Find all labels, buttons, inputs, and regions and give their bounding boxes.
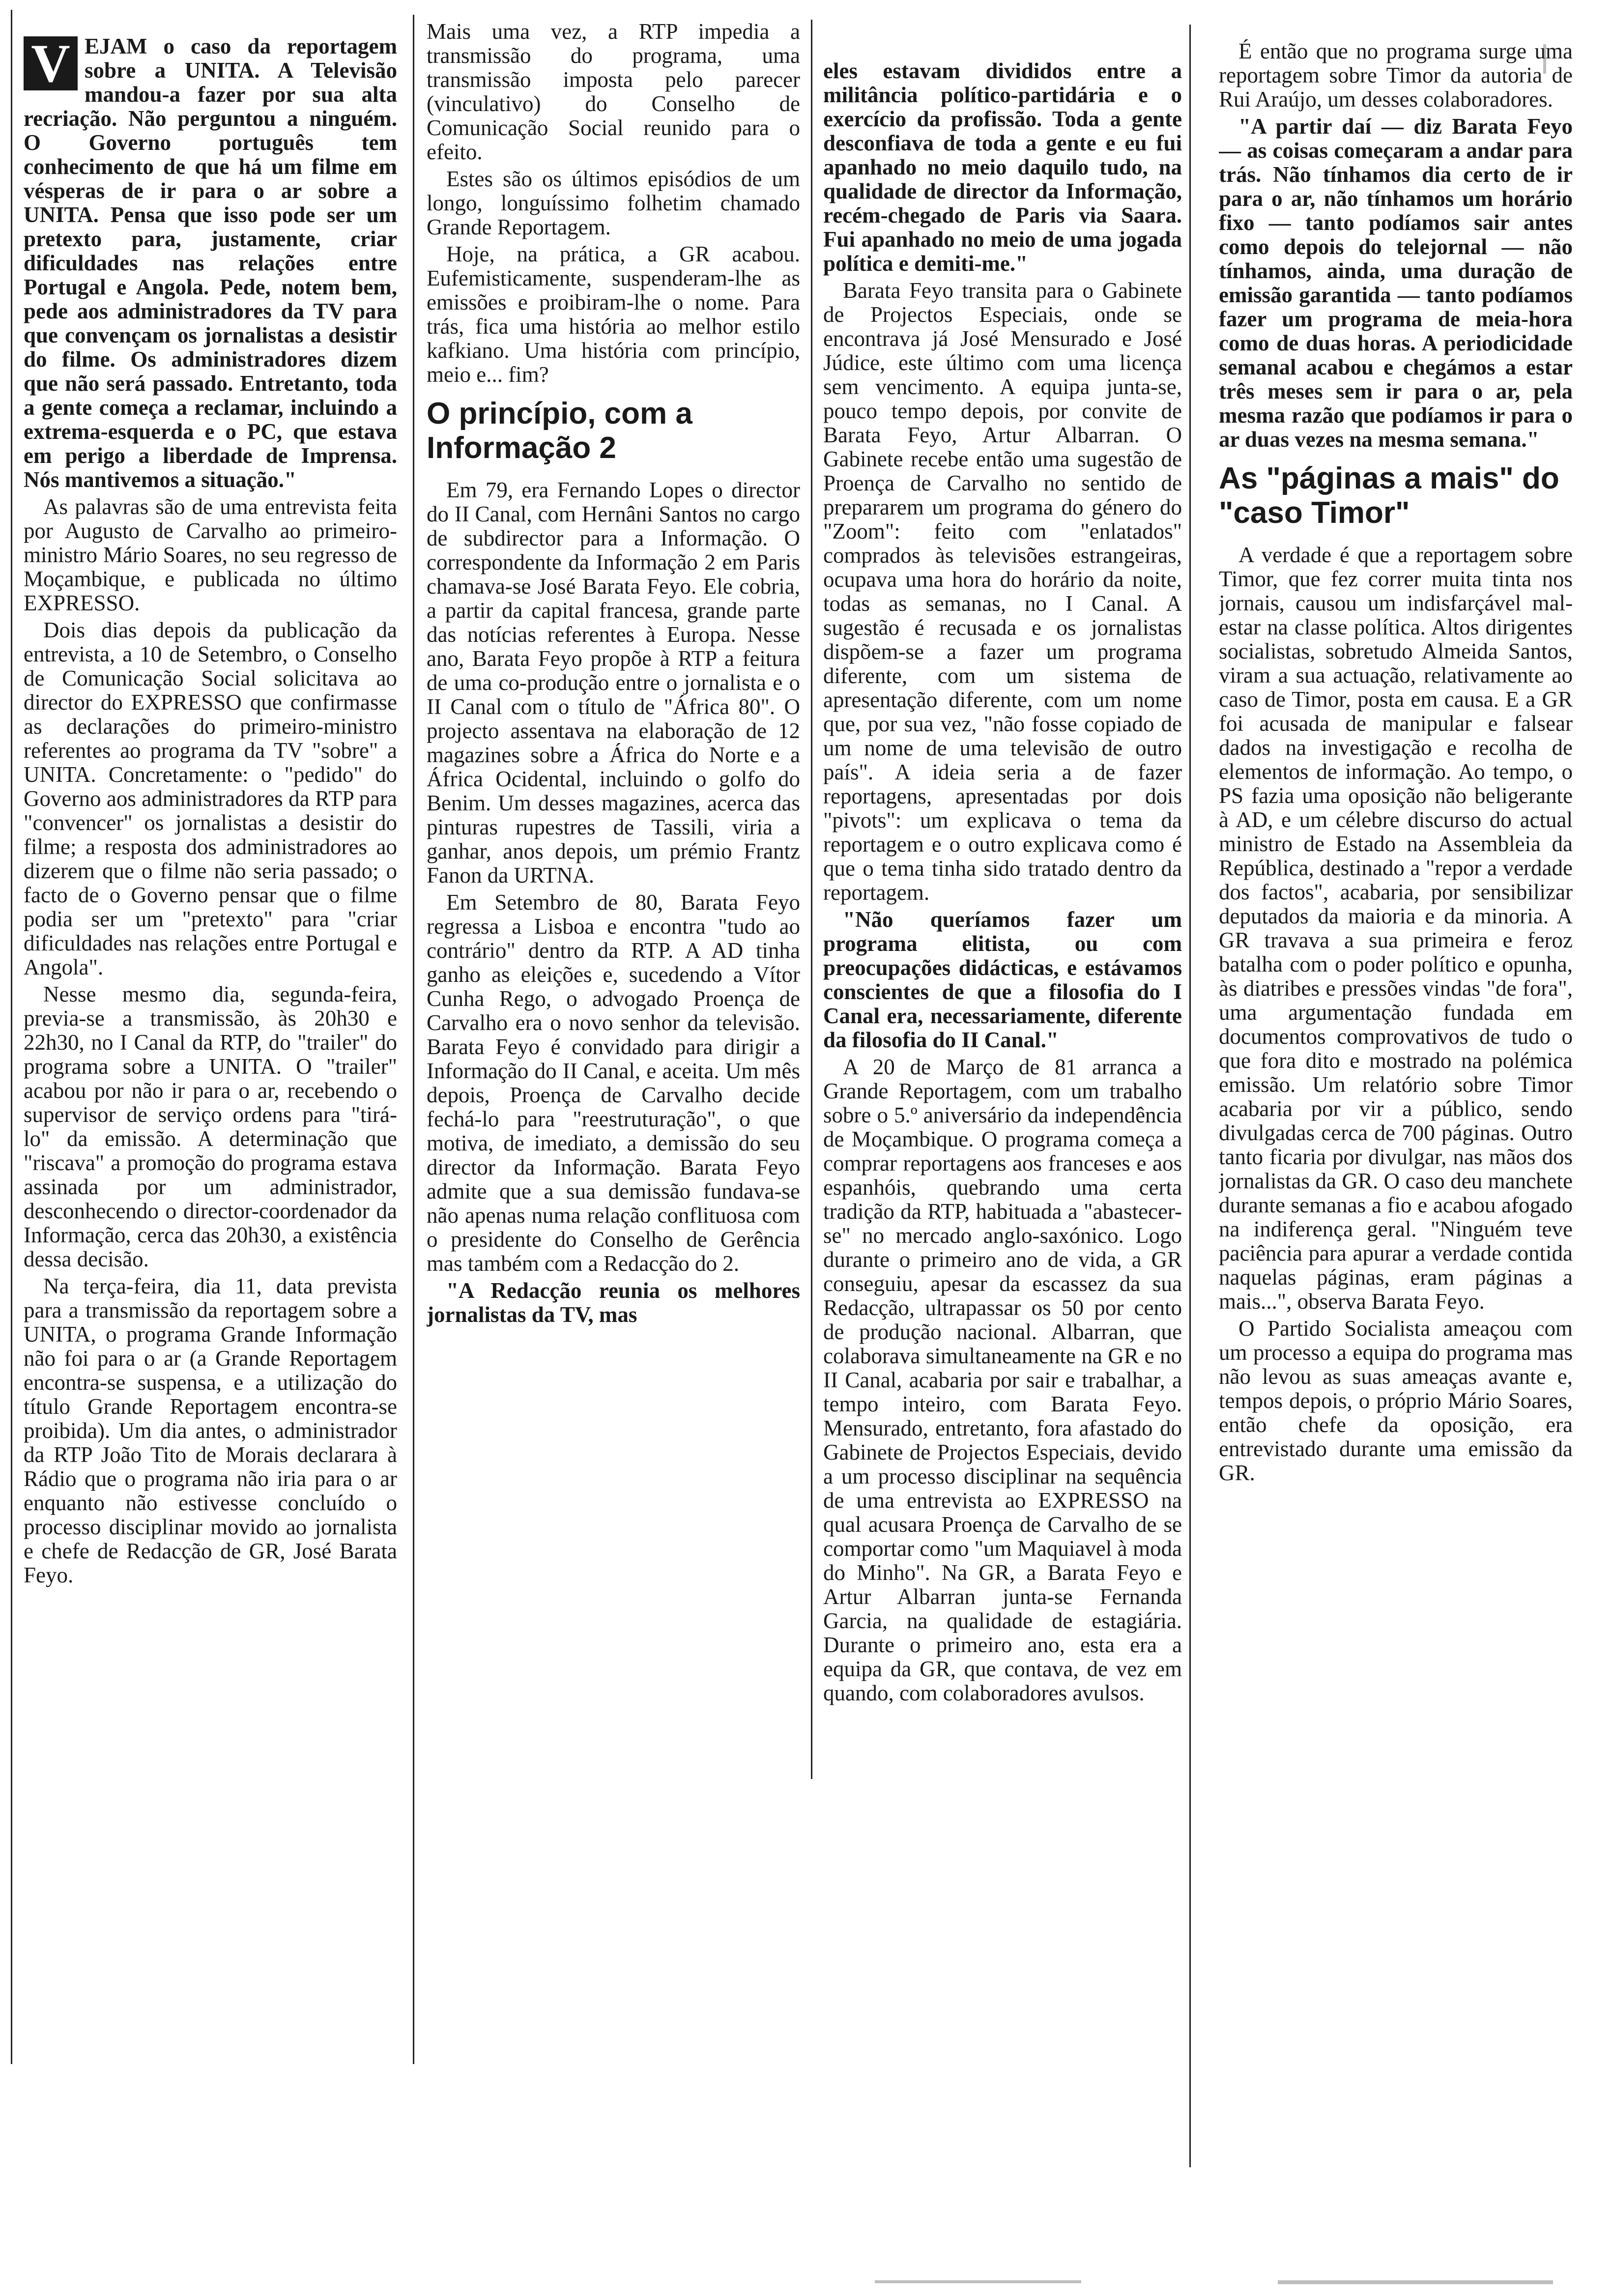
col2-paragraph-3: Hoje, na prática, a GR acabou. Eufemisticamente, suspenderam-lhe as emissões e proibiram-lhe o nome. Para trás, fica uma história ao melhor estilo kafkiano. Uma história com princípio, meio e... fim? bbox=[427, 242, 800, 387]
col2-paragraph-6: "A Redacção reunia os melhores jornalistas da TV, mas bbox=[427, 1278, 800, 1327]
col3-paragraph-2: Barata Feyo transita para o Gabinete de Projectos Especiais, onde se encontrava já José Mensurado e José Júdice, este último com uma licença sem vencimento. A equipa junta-se, pouco tempo depois, por convite de Barata Feyo, Artur Albarran. O Gabinete recebe então uma sugestão de Proença de Carvalho no sentido de prepararem um programa do género do "Zoom": feito com "enlatados" comprados às televisões estrangeiras, ocupava uma hora do horário da noite, todas as semanas, no I Canal. A sugestão é recusada e os jornalistas dispõem-se a fazer um programa diferente, com um sistema de apresentação diferente, com um nome que, por sua vez, "não fosse copiado de um nome de uma televisão de outro país". A ideia seria a de fazer reportagens, apresentadas por dois "pivots": um explicava o tema da reportagem e o outro explicava como é que o tema tinha sido tratado dentro da reportagem. bbox=[823, 278, 1182, 905]
article-column-2 bbox=[427, 20, 800, 1769]
col1-paragraph-5: Na terça-feira, dia 11, data prevista para a transmissão da reportagem sobre a UNITA, o programa Grande Informação não foi para o ar (a Grande Reportagem encontra-se suspensa, e a utilização do título Grande Reportagem encontra-se proibida). Um dia antes, o administrador da RTP João Tito de Morais declarara à Rádio que o programa não iria para o ar enquanto não estivesse concluído o processo disciplinar movido ao jornalista e chefe de Redacção de GR, José Barata Feyo. bbox=[24, 1274, 397, 1587]
col2-paragraph-1: Mais uma vez, a RTP impedia a transmissão do programa, uma transmissão imposta pelo parecer (vinculativo) do Conselho de Comunicação Social reunido para o efeito. bbox=[427, 20, 800, 164]
col4-paragraph-3: A verdade é que a reportagem sobre Timor, que fez correr muita tinta nos jornais, causou um indisfarçável mal-estar na classe política. Altos dirigentes socialistas, sobretudo Almeida Santos, viram a sua actuação, relativamente ao caso de Timor, posta em causa. E a GR foi acusada de manipular e falsear dados na investigação e recolha de elementos de informação. Ao tempo, o PS fazia uma oposição não beligerante à AD, e um célebre discurso do actual ministro de Estado na Assembleia da República, destinado a "repor a verdade dos factos", acabaria, por sensibilizar deputados da maioria e da minoria. A GR travava a sua primeira e feroz batalha com o poder político e opunha, às diatribes e pressões vindas "de fora", uma argumentação fundada em documentos comprovativos de tudo o que fora dito e mostrado na polémica emissão. Um relatório sobre Timor acabaria por vir a público, sendo divulgadas cerca de 700 páginas. Outro tanto ficaria por divulgar, nas mãos dos jornalistas da GR. O caso deu manchete durante semanas a fio e acabou afogado na indiferença geral. "Ninguém teve paciência para apurar a verdade contida naquelas páginas, eram páginas a mais...", observa Barata Feyo. bbox=[1219, 543, 1573, 1314]
scan-speck bbox=[875, 2280, 1081, 2283]
col4-paragraph-1: É então que no programa surge uma reportagem sobre Timor da autoria de Rui Araújo, um desses colaboradores. bbox=[1219, 39, 1573, 112]
section-heading-principio: O princípio, com a Informação 2 bbox=[427, 397, 692, 465]
col3-paragraph-1: eles estavam divididos entre a militância político-partidária e o exercício da profissão. Toda a gente desconfiava de toda a gente e eu fui apanhado no meio daquilo tudo, na qualidade de director da Informação, recém-chegado de Paris via Saara. Fui apanhado no meio de uma jogada política e demiti-me." bbox=[823, 59, 1182, 276]
col4-paragraph-2: "A partir daí — diz Barata Feyo — as coisas começaram a andar para trás. Não tínhamos dia certo de ir para o ar, não tínhamos um horário fixo — tanto podíamos sair antes como depois do telejornal — não tínhamos, ainda, uma duração de emissão garantida — tanto podíamos fazer um programa de meia-hora como de duas horas. A periodicidade semanal acabou e chegámos a estar três meses sem ir para o ar, pela mesma razão que podíamos ir para o ar duas vezes na mesma semana." bbox=[1219, 114, 1573, 452]
scan-speck bbox=[1543, 44, 1546, 74]
col2-paragraph-5: Em Setembro de 80, Barata Feyo regressa a Lisboa e encontra "tudo ao contrário" dentro da RTP. A AD tinha ganho as eleições e, sucedendo a Vítor Cunha Rego, o advogado Proença de Carvalho era o novo senhor da televisão. Barata Feyo é convidado para dirigir a Informação do II Canal, e aceita. Um mês depois, Proença de Carvalho decide fechá-lo para "reestruturação", o que motiva, de imediato, a demissão do seu director da Informação. Barata Feyo admite que a sua demissão fundava-se não apenas numa relação conflituosa com o presidente do Conselho de Gerência mas também com a Redacção do 2. bbox=[427, 890, 800, 1276]
scan-speck bbox=[1278, 2280, 1553, 2284]
section-heading-timor: As "páginas a mais" do "caso Timor" bbox=[1219, 461, 1559, 530]
col1-paragraph-2: As palavras são de uma entrevista feita por Augusto de Carvalho ao primeiro-ministro Mário Soares, no seu regresso de Moçambique, e publicada no último EXPRESSO. bbox=[24, 494, 397, 615]
article-column-1 bbox=[24, 34, 397, 2049]
col1-paragraph-1: EJAM o caso da reportagem sobre a UNITA. A Televisão mandou-a fazer por sua alta recriação. Não perguntou a ninguém. O Governo português tem conhecimento de que há um filme em vésperas de ir para o ar sobre a UNITA. Pensa que isso pode ser um pretexto para, justamente, criar dificuldades nas relações entre Portugal e Angola. Pede, notem bem, pede aos administradores da TV para que convençam os jornalistas a desistir do filme. Os administradores dizem que não será passado. Entretanto, toda a gente começa a reclamar, incluindo a extrema-esquerda e o PC, que estava em perigo a liberdade de Imprensa. Nós mantivemos a situação." bbox=[24, 34, 397, 492]
col2-paragraph-2: Estes são os últimos episódios de um longo, longuíssimo folhetim chamado Grande Reportagem. bbox=[427, 167, 800, 239]
col3-paragraph-3: "Não queríamos fazer um programa elitista, ou com preocupações didácticas, e estávamos conscientes de que a filosofia do I Canal era, necessariamente, diferente da filosofia do II Canal." bbox=[823, 907, 1182, 1052]
column-rule-1 bbox=[413, 15, 414, 2064]
article-column-3 bbox=[823, 59, 1182, 2177]
article-column-4 bbox=[1219, 39, 1573, 1956]
col3-paragraph-4: A 20 de Março de 81 arranca a Grande Reportagem, com um trabalho sobre o 5.º aniversário da independência de Moçambique. O programa começa a comprar reportagens aos franceses e aos espanhóis, quebrando uma certa tradição da RTP, habituada a "abastecer-se" no mercado anglo-saxónico. Logo durante o primeiro ano de vida, a GR conseguiu, apesar da escassez da sua Redacção, ultrapassar os 50 por cento de produção nacional. Albarran, que colaborava simultaneamente na GR e no II Canal, acabaria por sair e trabalhar, a tempo inteiro, com Barata Feyo. Mensurado, entretanto, fora afastado do Gabinete de Projectos Especiais, devido a um processo disciplinar na sequência de uma entrevista ao EXPRESSO na qual acusara Proença de Carvalho de se comportar como "um Maquiavel à moda do Minho". Na GR, a Barata Feyo e Artur Albarran junta-se Fernanda Garcia, na qualidade de estagiária. Durante o primeiro ano, esta era a equipa da GR, que contava, de vez em quando, com colaboradores avulsos. bbox=[823, 1055, 1182, 1705]
column-rule-left bbox=[11, 10, 12, 2064]
drop-cap: V bbox=[24, 36, 78, 90]
col1-paragraph-4: Nesse mesmo dia, segunda-feira, previa-se a transmissão, às 20h30 e 22h30, no I Canal da RTP, do "trailer" do programa sobre a UNITA. O "trailer" acabou por não ir para o ar, recebendo o supervisor de serviço ordens para "tirá-lo" da emissão. A determinação que "riscava" a promoção do programa estava assinada por um administrador, desconhecendo o director-coordenador da Informação, cerca das 20h30, a existência dessa decisão. bbox=[24, 982, 397, 1271]
column-rule-2 bbox=[811, 20, 812, 1779]
col2-paragraph-4: Em 79, era Fernando Lopes o director do II Canal, com Hernâni Santos no cargo de subdirector para a Informação. O correspondente da Informação 2 em Paris chamava-se José Barata Feyo. Ele cobria, a partir da capital francesa, grande parte das notícias referentes à Europa. Nesse ano, Barata Feyo propõe à RTP a feitura de uma co-produção entre o jornalista e o II Canal com o título de "África 80". O projecto assentava na elaboração de 12 magazines sobre a África do Norte e a África Ocidental, incluindo o golfo do Benim. Um desses magazines, acerca das pinturas rupestres de Tassili, viria a ganhar, anos depois, um prémio Frantz Fanon da URTNA. bbox=[427, 478, 800, 888]
col4-paragraph-4: O Partido Socialista ameaçou com um processo a equipa do programa mas não levou as suas ameaças avante e, tempos depois, o próprio Mário Soares, então chefe da oposição, era entrevistado durante uma emissão da GR. bbox=[1219, 1316, 1573, 1485]
column-rule-3 bbox=[1189, 25, 1191, 2167]
col1-paragraph-3: Dois dias depois da publicação da entrevista, a 10 de Setembro, o Conselho de Comunicação Social solicitava ao director do EXPRESSO que confirmasse as declarações do primeiro-ministro referentes ao programa da TV "sobre" a UNITA. Concretamente: o "pedido" do Governo aos administradores da RTP para "convencer" os jornalistas a desistir do filme; a resposta dos administradores ao dizerem que o filme não seria passado; o facto de o Governo pensar que o filme podia ser um "pretexto" para "criar dificuldades nas relações entre Portugal e Angola". bbox=[24, 618, 397, 979]
